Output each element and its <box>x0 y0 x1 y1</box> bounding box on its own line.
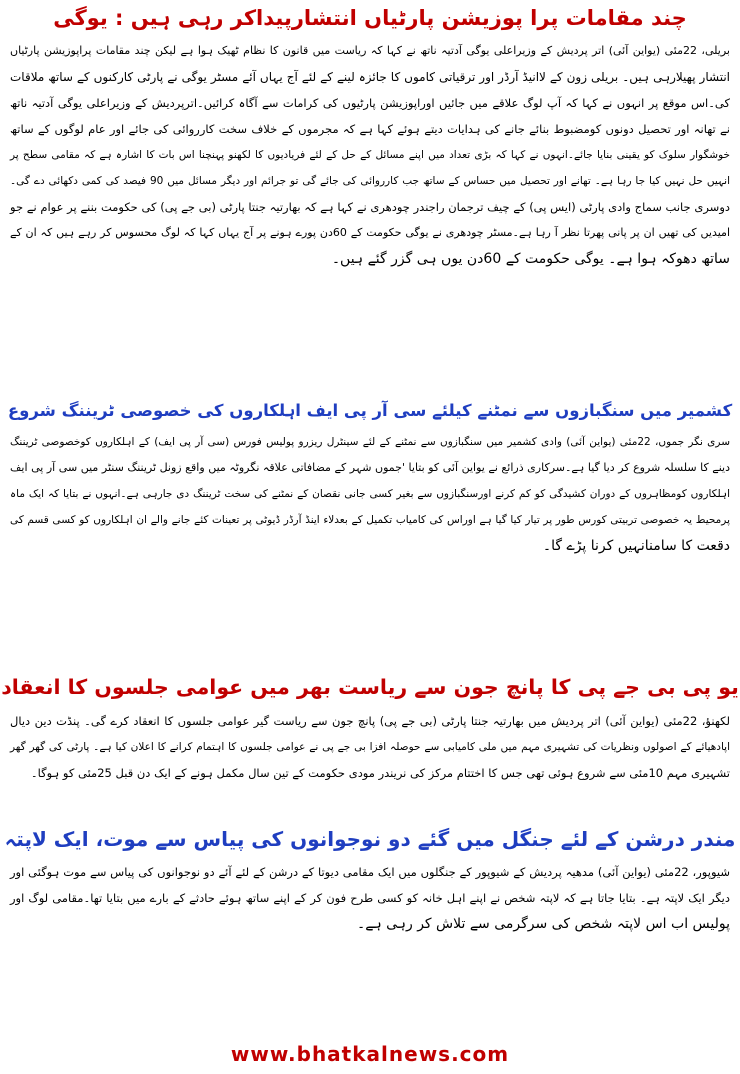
body-line: دیگر ایک لاپتہ ہے۔ بتایا جاتا ہے کہ لاپتہ شخص نے اپنے اہل خانہ کو کسی طرح فون کر کے اپنے ساتھ ہوئے حادثے کے بارے میں بتایا تھا۔مقامی لوگ اور <box>10 891 730 905</box>
body-line: پرمحیط یہ خصوصی تربیتی کورس طور پر تیار کیا گیا ہے اوراس کی کامیاب تکمیل کے بعدلاء اینڈ آرڈر ڈیوٹی پر تعینات کئے جانے والے ان اہلکاروں کو کسی قسم کی <box>10 513 730 526</box>
body-line: بریلی، 22مئی (یواین آئی) اتر پردیش کے وزیراعلی یوگی آدتیہ ناتھ نے کہا کہ ریاست میں قانون کا نظام ٹھیک ہوا ہے لیکن چند مقامات پراپوزیشن پارٹیاں <box>10 44 730 58</box>
website-footer: www.bhatkalnews.com <box>230 1042 510 1066</box>
headline-shivpur: مندر درشن کے لئے جنگل میں گئے دو نوجوانوں کی پیاس سے موت، ایک لاپتہ <box>4 827 736 851</box>
body-line: دوسری جانب سماج وادی پارٹی (ایس پی) کے چیف ترجمان راجندر چودھری نے کہا ہے کہ بھارتیہ جنتا پارٹی (بی جے پی) کی حکومت بننے پر عوام نے جو <box>10 200 730 215</box>
story-shivpur-body <box>0 859 740 937</box>
body-line: تشہیری مہم 10مئی سے شروع ہوئی تھی جس کا اختتام مرکز کی نریندر مودی حکومت کے تین سال مکمل ہونے کے ایک دن قبل 25مئی کو ہوگا۔ <box>30 765 730 780</box>
body-line: دقعت کا سامنانہیں کرنا پڑے گا۔ <box>542 537 730 554</box>
body-line: امیدیں کی تھیں ان پر پانی پھرتا نظر آ رہا ہے۔مسٹر چودھری نے یوگی حکومت کے 60دن پورے ہونے پر آج یہاں کہا کہ لوگ محسوس کر رہے ہیں کہ ان کے <box>10 226 730 240</box>
headline-up-bjp: یو پی بی جے پی کا پانچ جون سے ریاست بھر میں عوامی جلسوں کا انعقاد <box>1 675 739 699</box>
body-line: نے تھانہ اور تحصیل دونوں کومضبوط بنائے جانے کی ہدایات دیتے ہوئے کہا ہے کہ مجرموں کے خلاف سخت کارروائی کی جائے اور عام لوگوں کے ساتھ <box>10 122 730 137</box>
body-line: دینے کا سلسلہ شروع کر دیا گیا ہے۔سرکاری ذرائع نے یواین آئی کو بتایا 'جموں شہر کے مضافاتی علاقہ نگروٹہ میں واقع زونل ٹریننگ سنٹر میں سی آر پی ایف <box>10 460 730 474</box>
body-line: ساتھ دھوکہ ہوا ہے۔ یوگی حکومت کے 60دن یوں ہی گزر گئے ہیں۔ <box>331 251 730 268</box>
body-line: اپادھیائے کے اصولوں ونظریات کی تشہیری مہم میں ملی کامیابی سے حوصلہ افزا بی جے پی نے عوامی جلسوں کا اہتمام کرانے کا اعلان کیا ہے۔ پارٹی کی گھر گھر <box>10 740 730 753</box>
story-yogi <box>0 6 740 272</box>
story-yogi-body <box>0 38 740 272</box>
body-line: سری نگر جموں، 22مئی (یواین آئی) وادی کشمیر میں سنگبازوں سے نمٹنے کے لئے سینٹرل ریزرو پولیس فورس (سی آر پی ایف) کے اہلکاروں کوخصوصی ٹریننگ <box>10 435 730 448</box>
body-line: خوشگوار سلوک کو یقینی بنایا جائے۔انہوں نے کہا کہ بڑی تعداد میں اپنے مسائل کے حل کے لئے فریادیوں کا لکھنو پہنچنا اس بات کا اشارہ ہے کہ مقامی سطح پر <box>10 149 730 162</box>
body-line: کی۔اس موقع پر انہوں نے کہا کہ آپ لوگ علاقے میں جائیں اوراپوزیشن پارٹیوں کی کرامات سے آگاہ کرائیں۔اترپردیش کے وزیراعلی یوگی آدتیہ ناتھ <box>10 96 730 111</box>
story-kashmir-crpf-body <box>0 429 740 559</box>
body-line: شیوپور، 22مئی (یواین آئی) مدھیہ پردیش کے شیوپور کے جنگلوں میں ایک مقامی دیوتا کے درشن کے لئے آئے دو نوجوانوں کی پیاس سے موت ہوگئی اور <box>10 865 730 879</box>
story-kashmir-crpf <box>0 402 740 559</box>
body-line: انتشار پھیلارہی ہیں۔ بریلی زون کے لاانیڈ آرڈر اور ترقیاتی کاموں کا جائزہ لینے کے لئے آج یہاں آئے مسٹر یوگی نے پارٹی کارکنوں کے ساتھ ملاقات <box>10 70 730 85</box>
headline-kashmir-crpf: کشمیر میں سنگبازوں سے نمٹنے کیلئے سی آر پی ایف اہلکاروں کی خصوصی ٹریننگ شروع <box>7 401 733 420</box>
body-line: پولیس اب اس لاپتہ شخص کی سرگرمی سے تلاش کر رہی ہے۔ <box>357 916 730 932</box>
body-line: لکھنؤ، 22مئی (یواین آئی) اتر پردیش میں بھارتیہ جنتا پارٹی (بی جے پی) پانچ جون سے ریاست گیر عوامی جلسوں کا انعقاد کرے گی۔ پنڈت دین دیال <box>10 713 731 728</box>
story-up-bjp-body <box>0 708 740 786</box>
headline-yogi: چند مقامات پرا پوزیشن پارٹیاں انتشارپیداکر رہی ہیں : یوگی <box>53 6 687 30</box>
body-line: اہلکاروں کومظاہروں کے دوران کشیدگی کو کم کرنے اورسنگبازوں سے بغیر کسی جانی نقصان کے نمٹنے کی سخت ٹریننگ دی جارہی ہے۔انہوں نے بتایا کہ ایک ماہ <box>10 487 730 500</box>
body-line: انہیں حل نہیں کیا جا رہا ہے۔ تھانے اور تحصیل میں حساس کے ساتھ جب کارروائی کی جائے گی تو جرائم اور دیگر مسائل میں 90 فیصد کی کمی دکھائی دے گی۔ <box>10 175 730 188</box>
story-shivpur <box>0 828 740 937</box>
story-up-bjp <box>0 676 740 786</box>
